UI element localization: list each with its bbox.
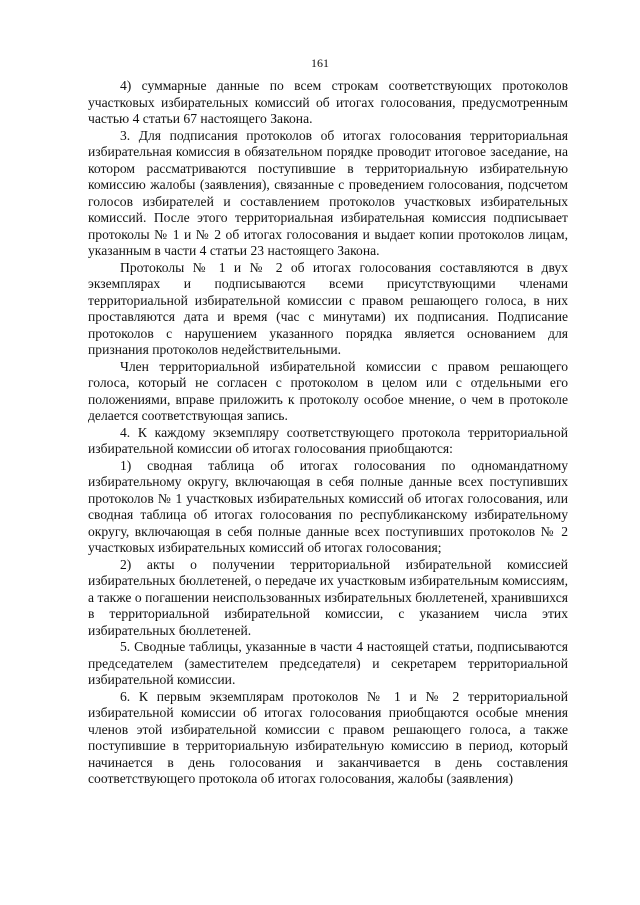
paragraph-part-6: 6. К первым экземплярам протоколов № 1 и № 2 территориальной избирательной комиссии об итогах голосования приобщаются особые мнения членов этой избирательной комиссии с правом решающего голоса, а также поступившие в территориальную избирательную комиссию в период, который начинается в день голосования и заканчивается в день составления соответствующего протокола об итогах голосования, жалобы (заявления): [88, 688, 568, 786]
paragraph-part-5: 5. Сводные таблицы, указанные в части 4 настоящей статьи, подписываются председателем (заместителем председателя) и секретарем территориальной избирательной комиссии.: [88, 639, 568, 687]
paragraph-dissent: Член территориальной избирательной комиссии с правом решающего голоса, который не согласен с протоколом в целом или с отдельными его положениями, вправе приложить к протоколу особое мнение, о чем в протоколе делается соответствующая запись.: [88, 358, 568, 423]
paragraph-protocols: Протоколы № 1 и № 2 об итогах голосования составляются в двух экземплярах и подписываются всеми присутствующими членами территориальной избирательной комиссии с правом решающего голоса, в них проставляются дата и время (час с минутами) их подписания. Подписание протоколов с нарушением указанного порядка является основанием для признания протоколов недействительными.: [88, 259, 568, 357]
paragraph-item-4: 4) суммарные данные по всем строкам соответствующих протоколов участковых избирательных комиссий об итогах голосования, предусмотренным частью 4 статьи 67 настоящего Закона.: [88, 78, 568, 126]
document-body: [88, 78, 568, 788]
page-number: 161: [311, 56, 329, 70]
paragraph-part-3: 3. Для подписания протоколов об итогах голосования территориальная избирательная комиссия в обязательном порядке проводит итоговое заседание, на котором рассматриваются поступившие в территориальную избирательную комиссию жалобы (заявления), связанные с проведением голосования, подсчетом голосов избирателей и составлением протоколов участковых избирательных комиссий. После этого территориальная избирательная комиссия подписывает протоколы № 1 и № 2 об итогах голосования и выдает копии протоколов лицам, указанным в части 4 статьи 23 настоящего Закона.: [88, 127, 568, 258]
paragraph-item-1: 1) сводная таблица об итогах голосования по одномандатному избирательному округу, включающая в себя полные данные всех поступивших протоколов № 1 участковых избирательных комиссий об итогах голосования, или сводная таблица об итогах голосования по республиканскому избирательному округу, включающая в себя полные данные всех поступивших протоколов № 2 участковых избирательных комиссий об итогах голосования;: [88, 457, 568, 555]
paragraph-item-2: 2) акты о получении территориальной избирательной комиссией избирательных бюллетеней, о передаче их участковым избирательным комиссиям, а также о погашении неиспользованных избирательных бюллетеней, хранившихся в территориальной избирательной комиссии, с указанием числа этих избирательных бюллетеней.: [88, 556, 568, 638]
paragraph-part-4: 4. К каждому экземпляру соответствующего протокола территориальной избирательной комиссии об итогах голосования приобщаются:: [88, 424, 568, 456]
